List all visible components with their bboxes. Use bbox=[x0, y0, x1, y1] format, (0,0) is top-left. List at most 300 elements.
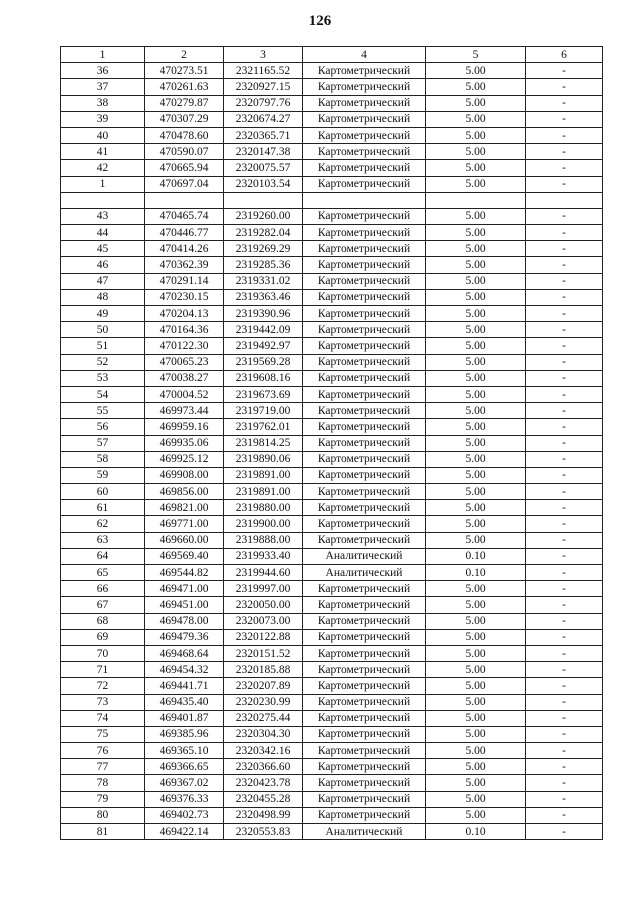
table-cell: Картометрический bbox=[303, 645, 426, 661]
table-cell: 2320147.38 bbox=[224, 144, 303, 160]
table-cell: 5.00 bbox=[426, 289, 526, 305]
table-row bbox=[61, 467, 603, 483]
table-row bbox=[61, 597, 603, 613]
table-cell: 469435.40 bbox=[145, 694, 224, 710]
table-row bbox=[61, 370, 603, 386]
table-cell: 42 bbox=[61, 160, 145, 176]
table-cell: 2319282.04 bbox=[224, 225, 303, 241]
table-cell: 5.00 bbox=[426, 678, 526, 694]
table-cell: Аналитический bbox=[303, 824, 426, 840]
table-cell: 48 bbox=[61, 289, 145, 305]
table-cell bbox=[303, 192, 426, 208]
table-cell: 41 bbox=[61, 144, 145, 160]
table-cell: 2319888.00 bbox=[224, 532, 303, 548]
table-row bbox=[61, 759, 603, 775]
table-cell: 55 bbox=[61, 403, 145, 419]
table-cell: - bbox=[526, 565, 603, 581]
table-cell: 469771.00 bbox=[145, 516, 224, 532]
table-cell: 5.00 bbox=[426, 63, 526, 79]
table-cell: 2319492.97 bbox=[224, 338, 303, 354]
table-cell: 5.00 bbox=[426, 176, 526, 192]
table-row bbox=[61, 726, 603, 742]
table-cell: 470291.14 bbox=[145, 273, 224, 289]
table-cell: 470261.63 bbox=[145, 79, 224, 95]
table-row bbox=[61, 273, 603, 289]
table-cell: Картометрический bbox=[303, 127, 426, 143]
table-cell: Картометрический bbox=[303, 338, 426, 354]
table-cell: - bbox=[526, 807, 603, 823]
table-cell: Картометрический bbox=[303, 467, 426, 483]
table-cell: 470273.51 bbox=[145, 63, 224, 79]
table-cell: 5.00 bbox=[426, 467, 526, 483]
table-cell: 2320553.83 bbox=[224, 824, 303, 840]
table-cell: 67 bbox=[61, 597, 145, 613]
table-cell: 58 bbox=[61, 451, 145, 467]
header-cell: 3 bbox=[224, 47, 303, 63]
table-cell: 2320230.99 bbox=[224, 694, 303, 710]
table-cell: 62 bbox=[61, 516, 145, 532]
table-cell: - bbox=[526, 597, 603, 613]
table-cell: 470362.39 bbox=[145, 257, 224, 273]
table-cell: 49 bbox=[61, 306, 145, 322]
table-cell: 5.00 bbox=[426, 354, 526, 370]
table-cell bbox=[224, 192, 303, 208]
table-cell: Картометрический bbox=[303, 597, 426, 613]
table-cell: 70 bbox=[61, 645, 145, 661]
table-cell: - bbox=[526, 467, 603, 483]
table-cell: 469365.10 bbox=[145, 743, 224, 759]
table-cell: 2320304.30 bbox=[224, 726, 303, 742]
table-cell: 5.00 bbox=[426, 581, 526, 597]
table-row bbox=[61, 63, 603, 79]
table-cell: Картометрический bbox=[303, 726, 426, 742]
table-cell: 470164.36 bbox=[145, 322, 224, 338]
table-cell: 5.00 bbox=[426, 127, 526, 143]
table-cell: - bbox=[526, 370, 603, 386]
table-cell: 2319762.01 bbox=[224, 419, 303, 435]
table-row bbox=[61, 645, 603, 661]
table-cell: 43 bbox=[61, 208, 145, 224]
header-cell: 6 bbox=[526, 47, 603, 63]
table-cell: 5.00 bbox=[426, 208, 526, 224]
table-cell: 61 bbox=[61, 500, 145, 516]
table-row bbox=[61, 144, 603, 160]
table-cell: - bbox=[526, 322, 603, 338]
table-cell: 78 bbox=[61, 775, 145, 791]
table-cell: 5.00 bbox=[426, 144, 526, 160]
table-cell: - bbox=[526, 548, 603, 564]
table-cell: 5.00 bbox=[426, 775, 526, 791]
table-cell: 5.00 bbox=[426, 306, 526, 322]
table-row bbox=[61, 176, 603, 192]
table-cell: 2320342.16 bbox=[224, 743, 303, 759]
table-cell: Картометрический bbox=[303, 484, 426, 500]
table-cell: 469660.00 bbox=[145, 532, 224, 548]
table-cell: 36 bbox=[61, 63, 145, 79]
table-cell: Картометрический bbox=[303, 160, 426, 176]
table-cell: 74 bbox=[61, 710, 145, 726]
table-cell: 470478.60 bbox=[145, 127, 224, 143]
table-cell: 76 bbox=[61, 743, 145, 759]
table-cell: - bbox=[526, 678, 603, 694]
table-cell: 2320927.15 bbox=[224, 79, 303, 95]
table-cell: 2319390.96 bbox=[224, 306, 303, 322]
table-cell: - bbox=[526, 451, 603, 467]
table-cell: 470414.26 bbox=[145, 241, 224, 257]
table-cell: 469856.00 bbox=[145, 484, 224, 500]
table-cell: 63 bbox=[61, 532, 145, 548]
table-cell: 469385.96 bbox=[145, 726, 224, 742]
table-cell: 469908.00 bbox=[145, 467, 224, 483]
table-row bbox=[61, 516, 603, 532]
table-cell: 73 bbox=[61, 694, 145, 710]
table-cell: Картометрический bbox=[303, 386, 426, 402]
table-cell: Картометрический bbox=[303, 225, 426, 241]
table-cell: Картометрический bbox=[303, 791, 426, 807]
table-cell: 469925.12 bbox=[145, 451, 224, 467]
table-cell: 5.00 bbox=[426, 807, 526, 823]
table-cell: Картометрический bbox=[303, 759, 426, 775]
table-cell: Аналитический bbox=[303, 548, 426, 564]
table-cell: Картометрический bbox=[303, 516, 426, 532]
table-cell: 2319260.00 bbox=[224, 208, 303, 224]
table-row bbox=[61, 581, 603, 597]
table-cell: 5.00 bbox=[426, 484, 526, 500]
table-row bbox=[61, 322, 603, 338]
table-row bbox=[61, 532, 603, 548]
table-row bbox=[61, 386, 603, 402]
table-cell: - bbox=[526, 257, 603, 273]
table-cell: 2320498.99 bbox=[224, 807, 303, 823]
table-cell: - bbox=[526, 144, 603, 160]
table-cell: 60 bbox=[61, 484, 145, 500]
table-cell: - bbox=[526, 111, 603, 127]
table-row bbox=[61, 824, 603, 840]
table-cell: 71 bbox=[61, 662, 145, 678]
table-cell: 5.00 bbox=[426, 743, 526, 759]
table-row bbox=[61, 807, 603, 823]
table-cell: Картометрический bbox=[303, 451, 426, 467]
table-cell: - bbox=[526, 500, 603, 516]
table-row bbox=[61, 160, 603, 176]
table-cell: 47 bbox=[61, 273, 145, 289]
table-row bbox=[61, 127, 603, 143]
table-cell: 65 bbox=[61, 565, 145, 581]
table-cell: - bbox=[526, 775, 603, 791]
table-cell: Картометрический bbox=[303, 662, 426, 678]
table-cell: 81 bbox=[61, 824, 145, 840]
table-cell: Картометрический bbox=[303, 306, 426, 322]
table-cell: Картометрический bbox=[303, 500, 426, 516]
table-cell: 5.00 bbox=[426, 111, 526, 127]
table-cell: 470065.23 bbox=[145, 354, 224, 370]
table-cell: 5.00 bbox=[426, 419, 526, 435]
table-cell: 470590.07 bbox=[145, 144, 224, 160]
table-cell: - bbox=[526, 629, 603, 645]
table-cell: - bbox=[526, 613, 603, 629]
table-cell: 0.10 bbox=[426, 565, 526, 581]
table-cell: 2320365.71 bbox=[224, 127, 303, 143]
table-cell: 469569.40 bbox=[145, 548, 224, 564]
table-cell: - bbox=[526, 759, 603, 775]
table-cell: 469454.32 bbox=[145, 662, 224, 678]
table-cell: 2320185.88 bbox=[224, 662, 303, 678]
table-cell: 2319880.00 bbox=[224, 500, 303, 516]
table-cell: - bbox=[526, 694, 603, 710]
table-cell: 56 bbox=[61, 419, 145, 435]
table-cell: - bbox=[526, 516, 603, 532]
table-cell: 40 bbox=[61, 127, 145, 143]
table-cell: - bbox=[526, 726, 603, 742]
table-cell: 2320075.57 bbox=[224, 160, 303, 176]
table-cell: 469376.33 bbox=[145, 791, 224, 807]
table-cell: Картометрический bbox=[303, 208, 426, 224]
table-cell bbox=[426, 192, 526, 208]
table-row bbox=[61, 192, 603, 208]
table-row bbox=[61, 743, 603, 759]
table-row bbox=[61, 500, 603, 516]
table-cell: 5.00 bbox=[426, 338, 526, 354]
table-row bbox=[61, 484, 603, 500]
table-row bbox=[61, 629, 603, 645]
table-cell: Картометрический bbox=[303, 532, 426, 548]
table-cell: 1 bbox=[61, 176, 145, 192]
table-row bbox=[61, 79, 603, 95]
table-cell: 54 bbox=[61, 386, 145, 402]
table-cell: 469401.87 bbox=[145, 710, 224, 726]
table-cell: - bbox=[526, 386, 603, 402]
table-cell: 2319933.40 bbox=[224, 548, 303, 564]
table-cell: 2321165.52 bbox=[224, 63, 303, 79]
table-cell: - bbox=[526, 484, 603, 500]
table-cell: 5.00 bbox=[426, 386, 526, 402]
table-cell: Картометрический bbox=[303, 257, 426, 273]
table-cell: 0.10 bbox=[426, 824, 526, 840]
table-cell: 5.00 bbox=[426, 160, 526, 176]
table-cell: - bbox=[526, 354, 603, 370]
table-cell: 2320275.44 bbox=[224, 710, 303, 726]
table-cell: 5.00 bbox=[426, 273, 526, 289]
table-cell: 2319719.00 bbox=[224, 403, 303, 419]
table-cell: 5.00 bbox=[426, 662, 526, 678]
table-cell: 52 bbox=[61, 354, 145, 370]
table-cell: 57 bbox=[61, 435, 145, 451]
table-row bbox=[61, 694, 603, 710]
table-cell: 5.00 bbox=[426, 257, 526, 273]
table-cell: 2320050.00 bbox=[224, 597, 303, 613]
table-row bbox=[61, 338, 603, 354]
table-cell: 2320103.54 bbox=[224, 176, 303, 192]
page-number: 126 bbox=[308, 13, 332, 29]
table-cell: 2319331.02 bbox=[224, 273, 303, 289]
table-row bbox=[61, 678, 603, 694]
table-cell: 2319285.36 bbox=[224, 257, 303, 273]
table-cell: 75 bbox=[61, 726, 145, 742]
header-cell: 1 bbox=[61, 47, 145, 63]
table-header-row bbox=[61, 47, 603, 63]
table-cell: 72 bbox=[61, 678, 145, 694]
table-cell: 470665.94 bbox=[145, 160, 224, 176]
table-cell: Картометрический bbox=[303, 419, 426, 435]
table-cell: Аналитический bbox=[303, 565, 426, 581]
table-cell: Картометрический bbox=[303, 629, 426, 645]
table-cell: 5.00 bbox=[426, 451, 526, 467]
table-cell: 5.00 bbox=[426, 597, 526, 613]
table-cell: 5.00 bbox=[426, 435, 526, 451]
table-cell: 5.00 bbox=[426, 694, 526, 710]
table-row bbox=[61, 306, 603, 322]
table-cell: 470279.87 bbox=[145, 95, 224, 111]
table-cell: 470697.04 bbox=[145, 176, 224, 192]
table-row bbox=[61, 419, 603, 435]
table-cell: 79 bbox=[61, 791, 145, 807]
table-cell: Картометрический bbox=[303, 273, 426, 289]
table-cell: - bbox=[526, 176, 603, 192]
header-cell: 4 bbox=[303, 47, 426, 63]
table-cell: - bbox=[526, 532, 603, 548]
table-cell: Картометрический bbox=[303, 95, 426, 111]
table-cell: 470122.30 bbox=[145, 338, 224, 354]
table-row bbox=[61, 613, 603, 629]
table-cell: 2319673.69 bbox=[224, 386, 303, 402]
header-cell: 5 bbox=[426, 47, 526, 63]
table-cell: 66 bbox=[61, 581, 145, 597]
table-cell: 469959.16 bbox=[145, 419, 224, 435]
table-cell: - bbox=[526, 743, 603, 759]
table-cell: Картометрический bbox=[303, 289, 426, 305]
table-cell: 2319900.00 bbox=[224, 516, 303, 532]
table-cell: 470004.52 bbox=[145, 386, 224, 402]
table-cell: 469451.00 bbox=[145, 597, 224, 613]
table-cell: 38 bbox=[61, 95, 145, 111]
table-cell: 469973.44 bbox=[145, 403, 224, 419]
table-row bbox=[61, 548, 603, 564]
table-cell: Картометрический bbox=[303, 79, 426, 95]
table-body bbox=[61, 47, 603, 840]
table-cell: Картометрический bbox=[303, 322, 426, 338]
table-cell: 2320366.60 bbox=[224, 759, 303, 775]
table-cell: 470307.29 bbox=[145, 111, 224, 127]
table-cell: 2320423.78 bbox=[224, 775, 303, 791]
table-cell: 5.00 bbox=[426, 710, 526, 726]
table-cell: 470038.27 bbox=[145, 370, 224, 386]
table-cell: - bbox=[526, 241, 603, 257]
table-cell: 5.00 bbox=[426, 516, 526, 532]
table-cell: - bbox=[526, 338, 603, 354]
table-cell: 469422.14 bbox=[145, 824, 224, 840]
table-cell: 2319944.60 bbox=[224, 565, 303, 581]
table-cell: Картометрический bbox=[303, 176, 426, 192]
table-cell: Картометрический bbox=[303, 807, 426, 823]
table-cell: Картометрический bbox=[303, 111, 426, 127]
table-cell: 469935.06 bbox=[145, 435, 224, 451]
table-cell: 469478.00 bbox=[145, 613, 224, 629]
table-row bbox=[61, 791, 603, 807]
table-cell: 5.00 bbox=[426, 500, 526, 516]
table-row bbox=[61, 565, 603, 581]
table-cell: 469544.82 bbox=[145, 565, 224, 581]
table-cell: - bbox=[526, 824, 603, 840]
table-cell: 5.00 bbox=[426, 726, 526, 742]
table-cell: - bbox=[526, 403, 603, 419]
table-cell: Картометрический bbox=[303, 435, 426, 451]
table-cell: Картометрический bbox=[303, 581, 426, 597]
table-cell: 5.00 bbox=[426, 403, 526, 419]
table-row bbox=[61, 451, 603, 467]
table-cell: 2320151.52 bbox=[224, 645, 303, 661]
table-cell: 2320455.28 bbox=[224, 791, 303, 807]
table-cell: - bbox=[526, 127, 603, 143]
table-cell: Картометрический bbox=[303, 354, 426, 370]
table-cell: Картометрический bbox=[303, 613, 426, 629]
table-row bbox=[61, 435, 603, 451]
table-cell: Картометрический bbox=[303, 775, 426, 791]
table-cell: 37 bbox=[61, 79, 145, 95]
table-cell bbox=[61, 192, 145, 208]
table-cell: 5.00 bbox=[426, 322, 526, 338]
table-cell: 2320073.00 bbox=[224, 613, 303, 629]
table-cell: 469821.00 bbox=[145, 500, 224, 516]
table-cell: Картометрический bbox=[303, 710, 426, 726]
table-cell: 5.00 bbox=[426, 79, 526, 95]
table-cell: Картометрический bbox=[303, 403, 426, 419]
table-cell: 69 bbox=[61, 629, 145, 645]
table-cell: - bbox=[526, 289, 603, 305]
table-cell bbox=[145, 192, 224, 208]
table-cell: 51 bbox=[61, 338, 145, 354]
table-row bbox=[61, 710, 603, 726]
table-row bbox=[61, 225, 603, 241]
table-row bbox=[61, 241, 603, 257]
table-cell: 2319269.29 bbox=[224, 241, 303, 257]
table-cell: 5.00 bbox=[426, 613, 526, 629]
table-row bbox=[61, 95, 603, 111]
table-cell: - bbox=[526, 435, 603, 451]
table-cell: 2319997.00 bbox=[224, 581, 303, 597]
table-cell: 2319363.46 bbox=[224, 289, 303, 305]
table-cell: Картометрический bbox=[303, 144, 426, 160]
table-row bbox=[61, 289, 603, 305]
table-cell: 2320122.88 bbox=[224, 629, 303, 645]
table-cell: 2319890.06 bbox=[224, 451, 303, 467]
table-cell: Картометрический bbox=[303, 678, 426, 694]
table-cell: 5.00 bbox=[426, 532, 526, 548]
table-cell: - bbox=[526, 63, 603, 79]
table-cell: - bbox=[526, 662, 603, 678]
table-cell: 44 bbox=[61, 225, 145, 241]
table-cell: 45 bbox=[61, 241, 145, 257]
table-cell: 2319891.00 bbox=[224, 484, 303, 500]
table-row bbox=[61, 111, 603, 127]
table-cell: - bbox=[526, 95, 603, 111]
table-row bbox=[61, 775, 603, 791]
table-cell: 77 bbox=[61, 759, 145, 775]
coordinates-table bbox=[60, 46, 603, 840]
table-cell: - bbox=[526, 419, 603, 435]
table-cell: 5.00 bbox=[426, 241, 526, 257]
table-cell: 0.10 bbox=[426, 548, 526, 564]
table-cell: - bbox=[526, 225, 603, 241]
table-cell: 5.00 bbox=[426, 95, 526, 111]
table-cell: 68 bbox=[61, 613, 145, 629]
header-cell: 2 bbox=[145, 47, 224, 63]
table-cell: 80 bbox=[61, 807, 145, 823]
table-cell: 2319814.25 bbox=[224, 435, 303, 451]
table-cell: 469366.65 bbox=[145, 759, 224, 775]
table-cell: 2320797.76 bbox=[224, 95, 303, 111]
table-row bbox=[61, 403, 603, 419]
table-cell: 2319608.16 bbox=[224, 370, 303, 386]
